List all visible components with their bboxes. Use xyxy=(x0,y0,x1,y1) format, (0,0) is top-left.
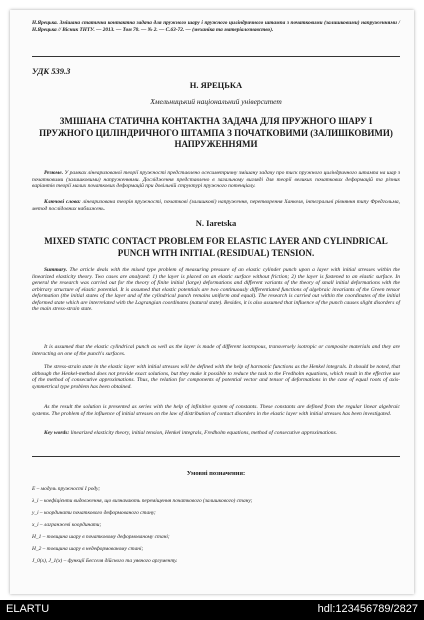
title-en: MIXED STATIC CONTACT PROBLEM FOR ELASTIC LAYER AND CYLINDRICAL PUNCH WITH INITIAL (RESIDUAL) TENSION. xyxy=(44,236,388,258)
repository-label: ELARTU xyxy=(6,603,50,615)
citation-reference: Н.Ярецька. Змішана статична контактна задача для пружного шару і пружного циліндричного штампа з початковими (залишковими) напруженнями / Н.Ярецька // Вісник ТНТУ. — 2013. — Том 70. — № 2. — С.63-72. — (механіка та матеріалознавство). xyxy=(32,20,400,33)
keywords-text-ua: лінеаризована теорія пружності, початкові (залишкові) напруження, перетворення Ханкеля, інтегральні рівняння типу Фредгольма, метод послідовних наближень. xyxy=(32,199,400,212)
keywords-label-ua: Ключові слова: xyxy=(44,199,81,205)
paper-page xyxy=(10,10,414,594)
summary-text-en: The article deals with the mixed type problem of measuring pressure of an elastic cylinder punch upon a layer with initial stresses within the linearized elasticity theory. Two cases are analyzed: 1) the layer is placed on an elastic surface without friction; 2) the layer is fastened to an elastic surface. In general the research was carried out for the theory of finite initial (large) deformations and different variants of the theory of small initial deformations with the arbitrary structure of elastic potential. It is assumed that elastic potentials are two continuously differentiated functions of algebraic invariants of the Green tensor deformation (the initial states of the layer and of the cylindrical punch remains uniform and equal). The research is carried out within the coordinates of the initial deformed state which are interrelated with the Lagrangian coordinates (natural state). Besides, it is also assumed that influence of the punch causes slight disorders of the main stress-strain state. xyxy=(32,267,401,312)
notation-item: λ_i – коефіцієнти видовження, що визначають переміщення початкового (залишкового) стану; xyxy=(32,498,253,504)
notation-rule xyxy=(32,456,400,457)
notation-title: Умовні позначення: xyxy=(186,470,246,477)
notation-item: y_i – координати початкового деформованого стану; xyxy=(32,510,156,516)
para3-en: The stress-strain state in the elastic layer with initial stresses will be defined with the help of harmonic functions as the Henkel integrals. It should be noted, that although the Henkel-method does not provide exact solutions, but they make it possible to reduce the task to the Fredholm equations, which result in the effective use of the method of consecutive approximations. Thus, the relation for components of potential vector and tensor of deformations in the case of equal roots of axis-symmetrical type problem has been obtained. xyxy=(32,364,400,390)
notation-item: J_0(x), J_1(x) – функції Бесселя дійсного та уявного аргументу. xyxy=(32,558,178,564)
summary-label-ua: Резюме. xyxy=(44,170,64,176)
summary-text-ua: У рамках лінеаризованої теорії пружності представлено осесиметричну змішану задачу про тиск пружного циліндричного штампа на шар з початковими (залишковими) напруженнями. Дослідження представлено в загальному вигляді для теорії великих початкових деформацій та різних варіантів теорії малих початкових деформацій при довільній структурі пружного потенціалу. xyxy=(32,170,400,189)
para2-en: It is assumed that the elastic cylindrical punch as well as the layer is made of different isotropous, transversely isotropic or composite materials and they are interacting on one of the punch's surfaces. xyxy=(32,344,400,357)
notation-item: H_2 – товщина шару в недеформованому стані; xyxy=(32,546,144,552)
title-ua: ЗМІШАНА СТАТИЧНА КОНТАКТНА ЗАДАЧА ДЛЯ ПРУЖНОГО ШАРУ І ПРУЖНОГО ЦИЛІНДРИЧНОГО ШТАМПА З ПОЧАТКОВИМИ (ЗАЛИШКОВИМИ) НАПРУЖЕННЯМИ xyxy=(39,116,393,149)
affiliation: Хмельницький національний університет xyxy=(150,97,282,106)
header-rule xyxy=(32,56,400,57)
notation-item: x_i – лагранжеві координати; xyxy=(32,522,102,528)
summary-ua xyxy=(32,170,400,190)
para4-en: As the result the solution is presented as series with the help of infinitive system of constants. These constants are defined from the regular linear algebraic systems. The problem of the influence of initial stresses on the law of distribution of contact disorders in the elastic layer with initial stresses has been investigated. xyxy=(32,404,400,417)
udk-code: УДК 539.3 xyxy=(32,66,71,76)
handle-id: hdl:123456789/2827 xyxy=(317,603,418,615)
footer-bar xyxy=(0,600,424,620)
summary-label-en: Summary. xyxy=(44,267,68,273)
keywords-label-en: Key words: xyxy=(44,430,70,436)
notation-item: H_1 – товщина шару в початковому деформованому стані; xyxy=(32,534,170,540)
keywords-en xyxy=(32,430,400,437)
author-en: N. Iaretska xyxy=(195,218,237,228)
keywords-ua xyxy=(32,199,400,212)
keywords-text-en: linearized elasticity theory, initial tension, Henkel integrals, Fredholm equations, method of consecutive approximations. xyxy=(70,430,338,436)
summary-en xyxy=(32,267,400,313)
notation-item: E – модуль пружності I роду; xyxy=(32,486,100,492)
author-ua: Н. ЯРЕЦЬКА xyxy=(189,80,243,90)
